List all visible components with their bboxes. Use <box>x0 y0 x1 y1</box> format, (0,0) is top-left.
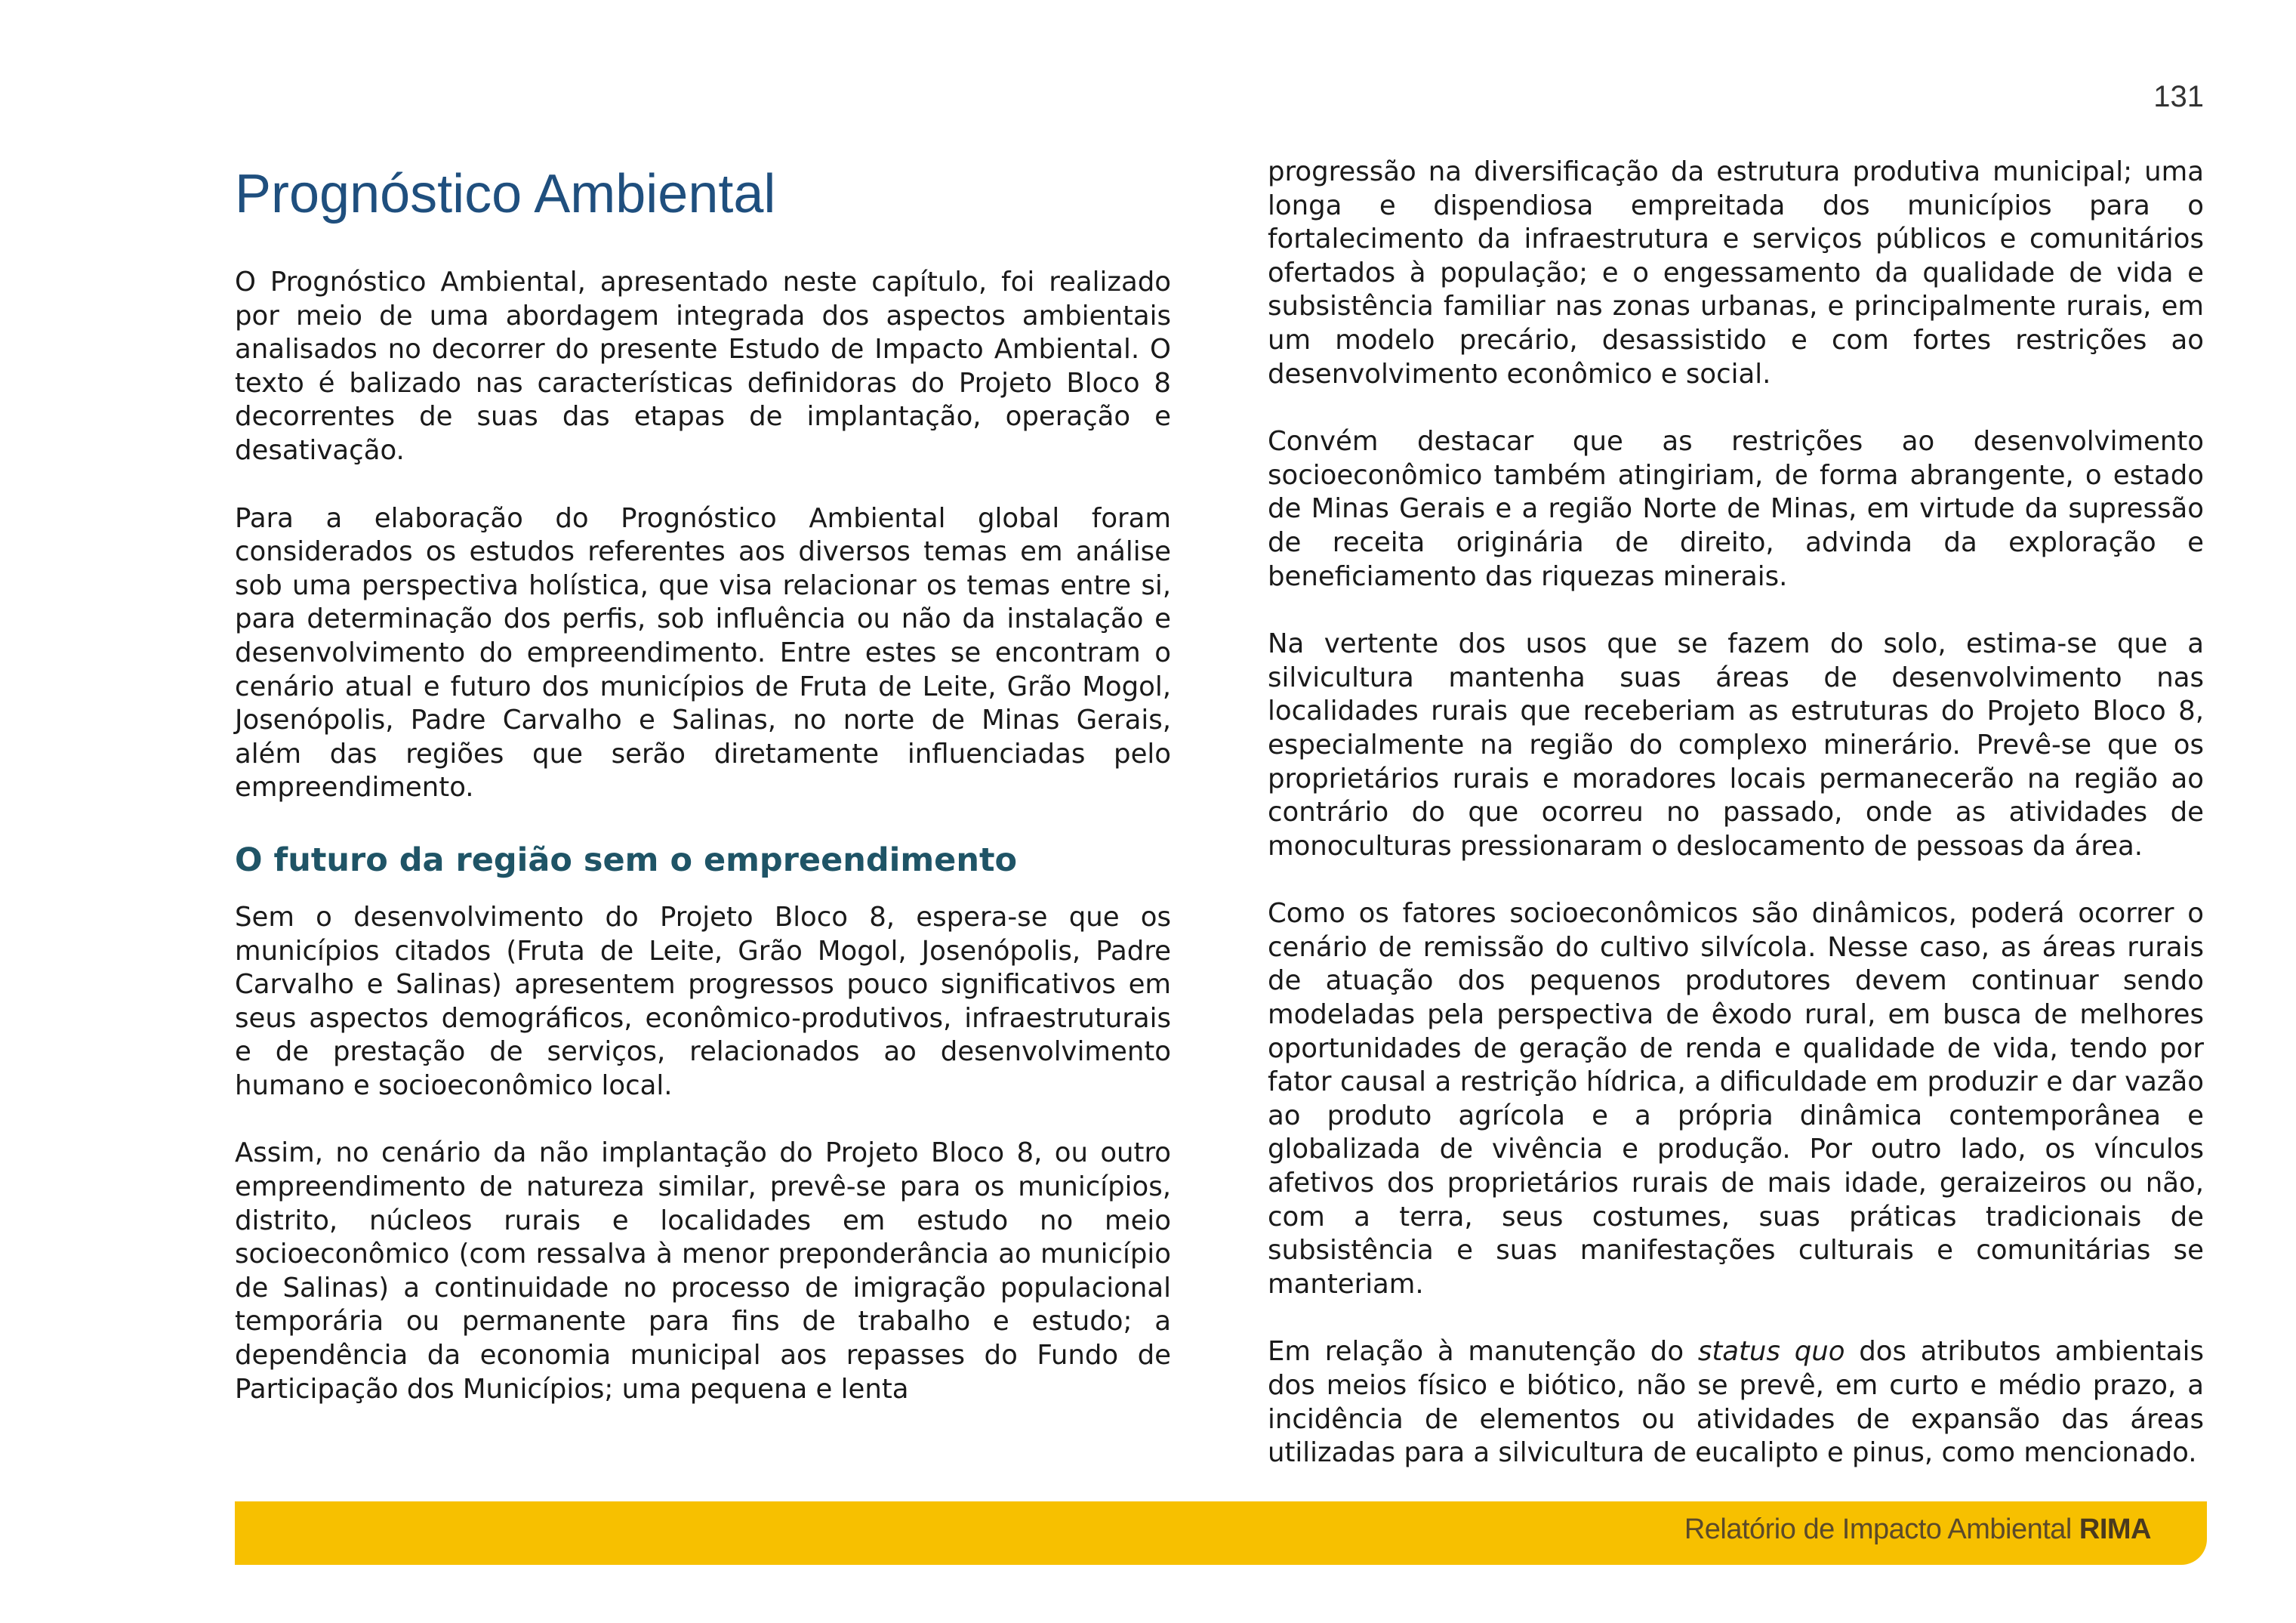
page-number: 131 <box>2153 80 2204 113</box>
right-column <box>1268 156 2204 1504</box>
paragraph: Para a elaboração do Prognóstico Ambiental global foram considerados os estudos referentes aos diversos temas em análise sob uma perspectiva holística, que visa relacionar os temas entre si, para determinação dos perfis, sob influência ou não da instalação e desenvolvimento do empreendimento. Entre estes se encontram o cenário atual e futuro dos municípios de Fruta de Leite, Grão Mogol, Josenópolis, Padre Carvalho e Salinas, no norte de Minas Gerais, além das regiões que serão diretamente influenciadas pelo empreendimento. <box>235 502 1171 804</box>
footer-brand: RIMA <box>2079 1513 2151 1545</box>
left-column <box>235 162 1171 1440</box>
paragraph: Como os fatores socioeconômicos são dinâmicos, poderá ocorrer o cenário de remissão do cultivo silvícola. Nesse caso, as áreas rurais de atuação dos pequenos produtores devem continuar sendo modeladas pela perspectiva de êxodo rural, em busca de melhores oportunidades de geração de renda e qualidade de vida, tendo por fator causal a restrição hídrica, a dificuldade em produzir e dar vazão ao produto agrícola e a própria dinâmica contemporânea e globalizada de vivência e produção. Por outro lado, os vínculos afetivos dos proprietários rurais de mais idade, geraizeiros ou não, com a terra, seus costumes, suas práticas tradicionais de subsistência e suas manifestações culturais e comunitárias se manteriam. <box>1268 898 2204 1300</box>
paragraph: Na vertente dos usos que se fazem do solo, estima-se que a silvicultura mantenha suas áreas de desenvolvimento nas localidades rurais que receberiam as estruturas do Projeto Bloco 8, especialmente na região do complexo minerário. Prevê-se que os proprietários rurais e moradores locais permanecerão na região ao contrário do que ocorreu no passado, onde as atividades de monoculturas pressionaram o deslocamento de pessoas da área. <box>1268 628 2204 862</box>
italic-term: status quo <box>1697 1336 1845 1368</box>
paragraph: Assim, no cenário da não implantação do Projeto Bloco 8, ou outro empreendimento de natureza similar, prevê-se para os municípios, distrito, núcleos rurais e localidades em estudo no meio socioeconômico (com ressalva à menor preponderância ao município de Salinas) a continuidade no processo de imigração populacional temporária ou permanente para fins de trabalho e estudo; a dependência da economia municipal aos repasses do Fundo de Participação dos Municípios; uma pequena e lenta <box>235 1137 1171 1405</box>
footer-title: Relatório de Impacto Ambiental <box>1684 1513 2072 1545</box>
paragraph: Convém destacar que as restrições ao desenvolvimento socioeconômico também atingiriam, de forma abrangente, o estado de Minas Gerais e a região Norte de Minas, em virtude da supressão de receita originária de direito, advinda da exploração e beneficiamento das riquezas minerais. <box>1268 426 2204 592</box>
paragraph: Sem o desenvolvimento do Projeto Bloco 8, espera-se que os municípios citados (Fruta de Leite, Grão Mogol, Josenópolis, Padre Carvalho e Salinas) apresentem progressos pouco significativos em seus aspectos demográficos, econômico-produtivos, infraestruturais e de prestação de serviços, relacionados ao desenvolvimento humano e socioeconômico local. <box>235 901 1171 1101</box>
paragraph-text: dos atributos ambientais dos meios físico e biótico, não se prevê, em curto e médio prazo, a incidência de elementos ou atividades de expansão das áreas utilizadas para a silvicultura de eucalipto e pinus, como mencionado. <box>1268 1336 2204 1469</box>
footer-label <box>1684 1513 2151 1546</box>
paragraph: O Prognóstico Ambiental, apresentado neste capítulo, foi realizado por meio de uma abordagem integrada dos aspectos ambientais analisados no decorrer do presente Estudo de Impacto Ambiental. O texto é balizado nas características definidoras do Projeto Bloco 8 decorrentes de suas das etapas de implantação, operação e desativação. <box>235 267 1171 466</box>
paragraph <box>1268 1335 2204 1470</box>
paragraph: progressão na diversificação da estrutura produtiva municipal; uma longa e dispendiosa empreitada dos municípios para o fortalecimento da infraestrutura e serviços públicos e comunitários ofertados à população; e o engessamento da qualidade de vida e subsistência familiar nas zonas urbanas, e principalmente rurais, em um modelo precário, desassistido e com fortes restrições ao desenvolvimento econômico e social. <box>1268 156 2204 390</box>
section-heading: O futuro da região sem o empreendimento <box>235 841 1018 879</box>
page-title: Prognóstico Ambiental <box>235 164 776 224</box>
paragraph-text: Em relação à manutenção do <box>1268 1336 1698 1368</box>
footer-bar <box>235 1501 2207 1565</box>
